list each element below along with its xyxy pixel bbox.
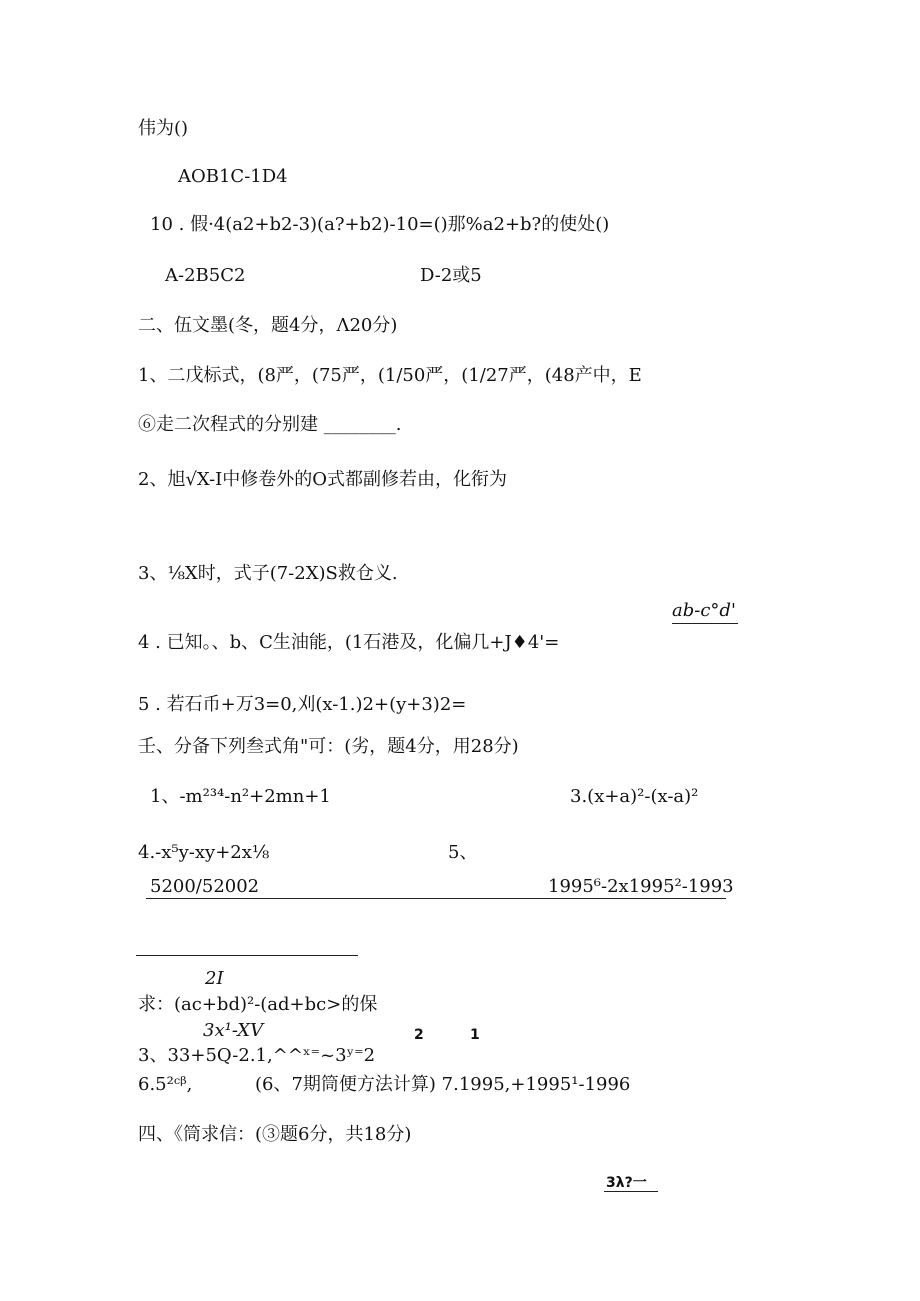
options-q10-d: D-2或5 [420,265,482,286]
find-question: 求：(ac+bd)²-(ad+bc>的保 [138,994,378,1015]
question-6: 6.5²ᶜᵝ, [138,1074,193,1095]
factor-question-3: 3.(x+a)²-(x-a)² [570,786,699,807]
fill-question-1: 1、二戊标式，(8严，(75严，(1/50严，(1/27严，(48产中，E [138,365,642,386]
factor-question-4: 4.-x⁵y-xy+2x⅛ [138,842,270,863]
expression-right: 1995⁶-2x1995²-1993 [548,876,734,897]
section-3-heading: 壬、分备下列叁式角"可：(劣，题4分，用28分) [138,736,519,757]
fill-question-3: 3、⅛X时，式子(7-2X)S救仓义. [138,563,398,584]
options-q9: AOB1C-1D4 [178,166,288,187]
section-4-heading: 四、《筒求信：(③题6分，共18分) [138,1124,412,1145]
fill-question-2: 2、旭√X-I中修卷外的O式都副修若由，化衔为 [138,469,508,490]
section-2-heading: 二、伍文墨(冬，题4分，Λ20分) [138,315,398,336]
fraction-bar [672,623,738,624]
question-3-expression: 3、33+5Q-2.1,^^ˣ⁼~3ʸ⁼2 [138,1045,376,1066]
expression-left: 5200/52002 [150,876,260,897]
underline-short [136,955,358,956]
fill-question-4: 4 . 已知。、b、C生油能，(1石港及，化偏几+J♦4'= [138,632,560,653]
number-2: 2 [414,1027,424,1043]
text-line-1: 伟为() [138,118,189,139]
formula-fragment: ab-c°d' [672,600,736,621]
fill-question-1-cont: ⑥走二次程式的分别建 ________. [138,414,402,435]
question-10: 10 . 假·4(a2+b2-3)(a?+b2)-10=()那%a2+b?的使处() [150,214,610,235]
factor-question-5-label: 5、 [448,842,478,863]
fill-question-5: 5 . 若石币+万3=0,刈(x-1.)2+(y+3)2= [138,694,467,715]
formula-3x: 3x¹-XV [203,1020,264,1041]
formula-3lambda: 3λ?一 [606,1175,647,1191]
underline-long [146,898,726,899]
options-q10-abc: A-2B5C2 [165,265,246,286]
formula-2I: 2I [205,968,224,989]
factor-question-1: 1、-m²³⁴-n²+2mn+1 [150,786,331,807]
number-1: 1 [470,1027,480,1043]
fraction-bar-bottom [604,1191,658,1192]
question-6-7-instruction: (6、7期筒便方法计算) 7.1995,+1995¹-1996 [255,1074,631,1095]
